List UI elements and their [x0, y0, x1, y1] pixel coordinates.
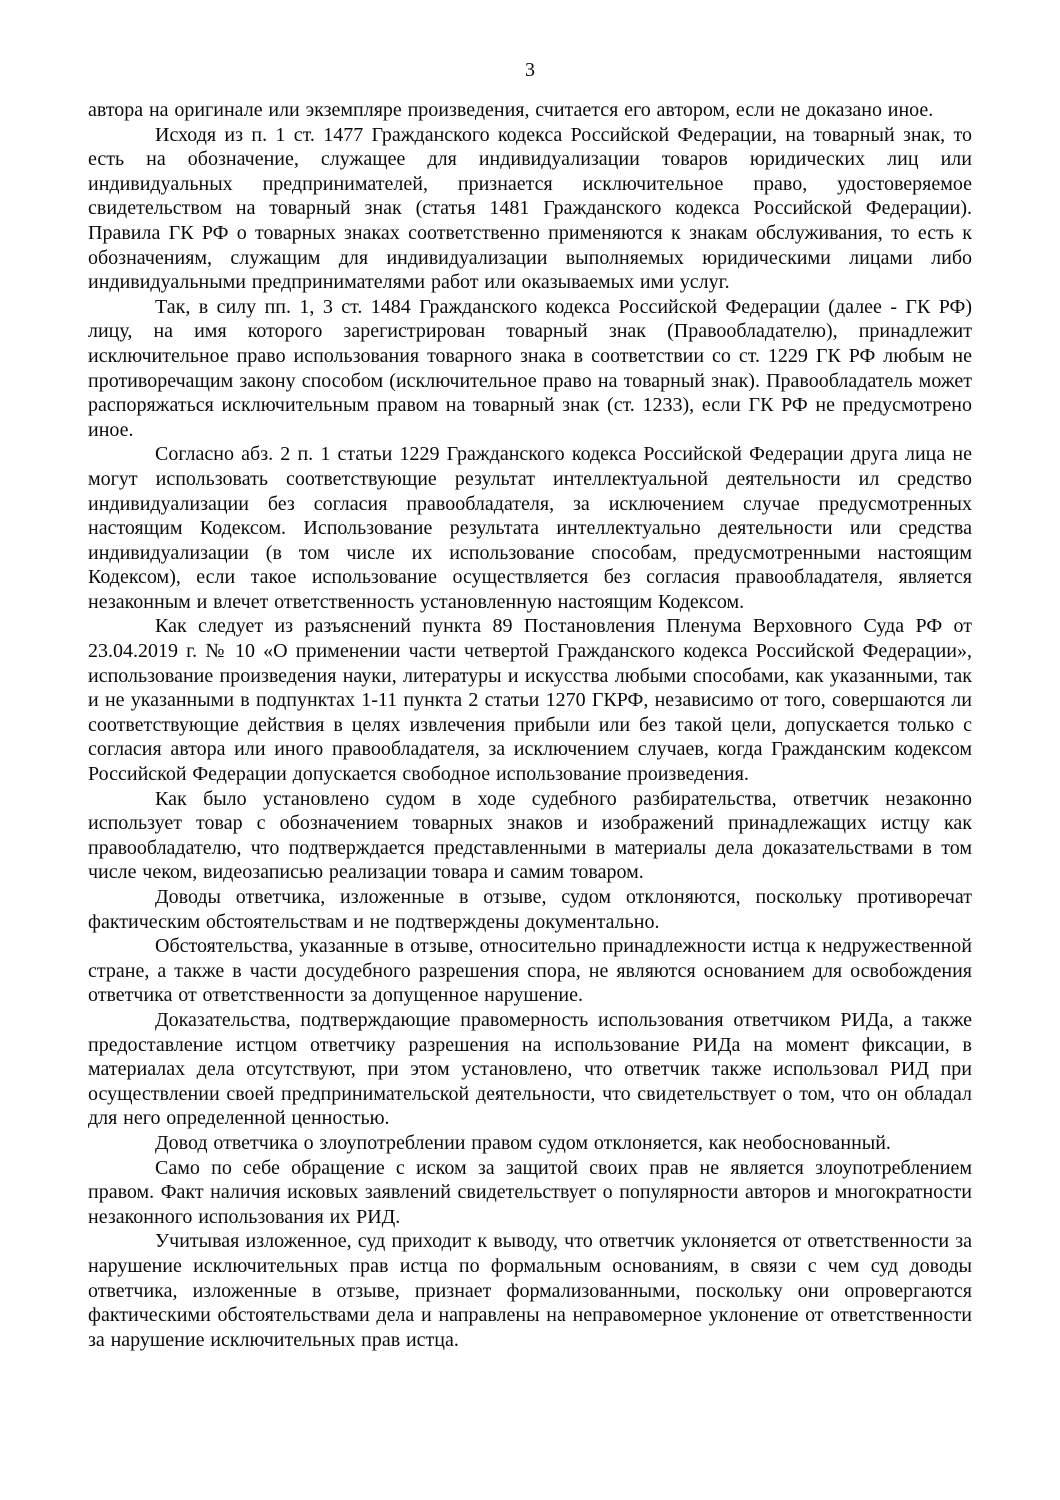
page-number: 3 [525, 59, 535, 81]
paragraph: Исходя из п. 1 ст. 1477 Гражданского кодекса Российской Федерации, на товарный знак, то есть на обозначение, служащее для индивидуализации товаров юридических лиц или индивидуальных предпринимателей, признается исключительное право, удостоверяемое свидетельством на товарный знак (статья 1481 Гражданского кодекса Российской Федерации). Правила ГК РФ о товарных знаках соответственно применяются к знакам обслуживания, то есть к обозначениям, служащим для индивидуализации выполняемых юридическими лицами либо индивидуальными предпринимателями работ или оказываемых ими услуг. [88, 123, 972, 294]
paragraph: Обстоятельства, указанные в отзыве, относительно принадлежности истца к недружественной стране, а также в части досудебного разрешения спора, не являются основанием для освобождения ответчика от ответственности за допущенное нарушение. [88, 935, 972, 1007]
paragraph: Само по себе обращение с иском за защитой своих прав не является злоупотреблением правом. Факт наличия исковых заявлений свидетельствует о популярности авторов и многократности незаконного использования их РИД. [88, 1156, 972, 1228]
paragraph: Как было установлено судом в ходе судебного разбирательства, ответчик незаконно использует товар с обозначением товарных знаков и изображений принадлежащих истцу как правообладателю, что подтверждается представленными в материалы дела доказательствами в том числе чеком, видеозаписью реализации товара и самим товаром. [88, 787, 972, 884]
paragraph: автора на оригинале или экземпляре произведения, считается его автором, если не доказано иное. [88, 99, 934, 121]
paragraph: Как следует из разъяснений пункта 89 Постановления Пленума Верховного Суда РФ от 23.04.2019 г. № 10 «О применении части четвертой Гражданского кодекса Российской Федерации», использование произведения науки, литературы и искусства любыми способами, как указанными, так и не указанными в подпунктах 1-11 пункта 2 статьи 1270 ГКРФ, независимо от того, совершаются ли соответствующие действия в целях извлечения прибыли или без такой цели, допускается только с согласия автора или иного правообладателя, за исключением случаев, когда Гражданским кодексом Российской Федерации допускается свободное использование произведения. [88, 615, 972, 786]
paragraph: Довод ответчика о злоупотреблении правом судом отклоняется, как необоснованный. [155, 1131, 891, 1154]
paragraph: Доводы ответчика, изложенные в отзыве, судом отклоняются, поскольку противоречат фактическим обстоятельствам и не подтверждены документально. [88, 886, 972, 933]
paragraph: Учитывая изложенное, суд приходит к выводу, что ответчик уклоняется от ответственности за нарушение исключительных прав истца по формальным основаниям, в связи с чем суд доводы ответчика, изложенные в отзыве, признает формализованными, поскольку они опровергаются фактическими обстоятельствами дела и направлены на неправомерное уклонение от ответственности за нарушение исключительных прав истца. [88, 1230, 972, 1351]
paragraph: Доказательства, подтверждающие правомерность использования ответчиком РИДа, а также предоставление истцом ответчику разрешения на использование РИДа на момент фиксации, в материалах дела отсутствуют, при этом установлено, что ответчик также использовал РИД при осуществлении своей предпринимательской деятельности, что свидетельствует о том, что он обладал для него определенной ценностью. [88, 1008, 972, 1130]
paragraph: Согласно абз. 2 п. 1 статьи 1229 Гражданского кодекса Российской Федерации друга лица не могут использовать соответствующие результат интеллектуальной деятельности ил средство индивидуализации без согласия правообладателя, за исключением случае предусмотренных настоящим Кодексом. Использование результата интеллектуально деятельности или средства индивидуализации (в том числе их использование способам, предусмотренными настоящим Кодексом), если такое использование осуществляется без согласия правообладателя, является незаконным и влечет ответственность установленную настоящим Кодексом. [88, 443, 972, 613]
paragraph: Так, в силу пп. 1, 3 ст. 1484 Гражданского кодекса Российской Федерации (далее - ГК РФ) лицу, на имя которого зарегистрирован товарный знак (Правообладателю), принадлежит исключительное право использования товарного знака в соответствии со ст. 1229 ГК РФ любым не противоречащим закону способом (исключительное право на товарный знак). Правообладатель может распоряжаться исключительным правом на товарный знак (ст. 1233), если ГК РФ не предусмотрено иное. [88, 295, 972, 441]
